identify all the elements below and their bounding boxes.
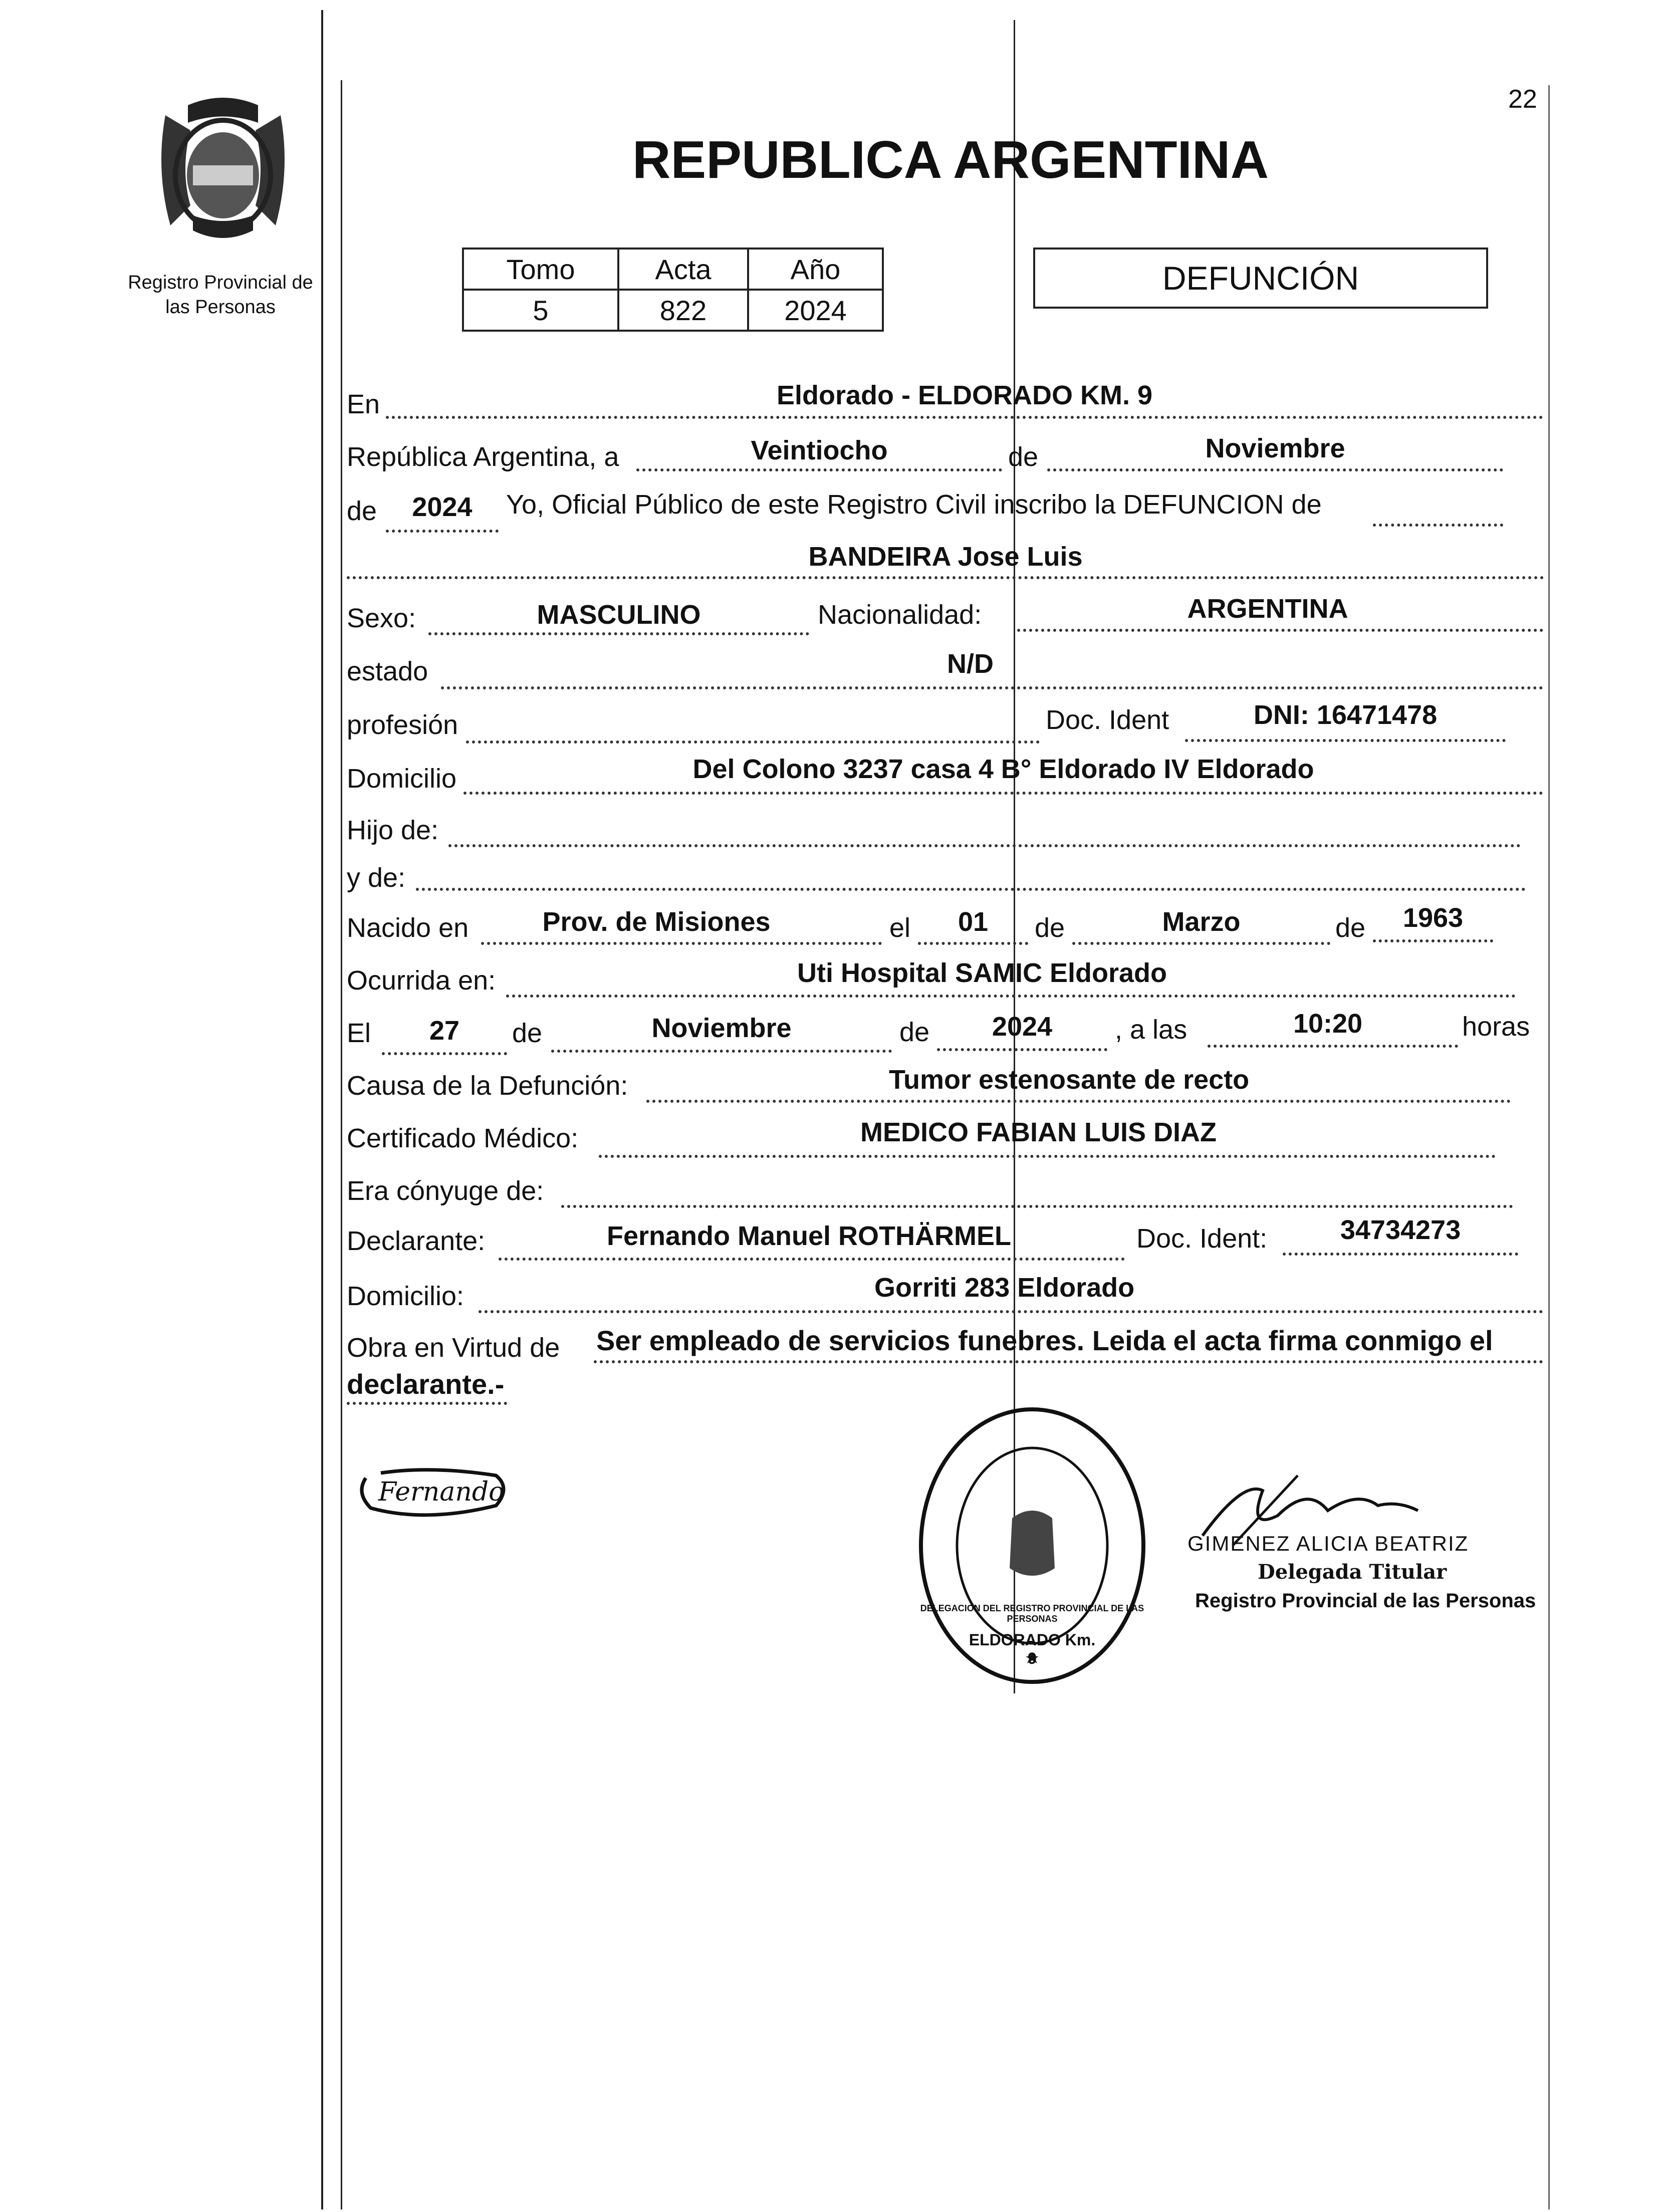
y-de-label: y de:: [347, 863, 406, 893]
en-line: [386, 416, 1543, 419]
document-title: REPUBLICA ARGENTINA: [632, 130, 1269, 189]
el-label: el: [889, 913, 911, 943]
death-de1: de: [512, 1018, 543, 1048]
ocurrida-value: Uti Hospital SAMIC Eldorado: [797, 958, 1167, 988]
stamp-bottom-text: ELDORADO Km. 9: [969, 1631, 1096, 1667]
ano-header: Año: [748, 249, 883, 290]
acta-value: 822: [618, 290, 748, 331]
birth-day: 01: [958, 907, 989, 937]
doc-ident-line: [1185, 739, 1506, 742]
certificado-label: Certificado Médico:: [347, 1123, 579, 1153]
domicilio-label: Domicilio: [347, 764, 457, 794]
profesion-label: profesión: [347, 710, 458, 740]
official-name: GIMENEZ ALICIA BEATRIZ: [1188, 1532, 1469, 1555]
birth-de2: de: [1335, 913, 1366, 943]
death-day: 27: [429, 1016, 460, 1046]
birth-year-line: [1373, 939, 1493, 942]
estado-value: N/D: [947, 649, 994, 679]
record-table: [462, 248, 884, 332]
el-death-label: El: [347, 1018, 371, 1048]
obra-value: Ser empleado de servicios funebres. Leida el acta firma conmigo el: [596, 1325, 1493, 1356]
birth-day-line: [918, 942, 1028, 945]
name-line: [347, 576, 1544, 579]
certificado-value: MEDICO FABIAN LUIS DIAZ: [860, 1117, 1217, 1147]
birth-year: 1963: [1402, 903, 1464, 933]
nacido-line: [481, 942, 882, 945]
year-line: [386, 530, 499, 533]
death-de2: de: [899, 1017, 930, 1047]
death-month-line: [551, 1050, 892, 1053]
coat-of-arms-icon: [145, 95, 301, 251]
official-role: Delegada Titular: [1258, 1560, 1447, 1584]
ocurrida-label: Ocurrida en:: [347, 965, 496, 996]
profesion-line: [466, 741, 1040, 744]
domicilio-line: [463, 792, 1543, 795]
conyuge-line: [561, 1205, 1513, 1208]
obra-value-2: declarante.-: [347, 1368, 505, 1400]
record-type-box: [1033, 248, 1488, 309]
doc-ident2-line: [1283, 1253, 1518, 1256]
death-month: Noviembre: [651, 1013, 792, 1043]
year-value: 2024: [412, 492, 472, 522]
declarante-line: [499, 1258, 1125, 1261]
en-value: Eldorado - ELDORADO KM. 9: [776, 380, 1152, 410]
en-label: En: [347, 389, 380, 419]
tomo-header: Tomo: [463, 249, 618, 290]
stamp-ring-text: DELEGACION DEL REGISTRO PROVINCIAL DE LAS PERSONAS: [920, 1603, 1144, 1624]
domicilio2-value: Gorriti 283 Eldorado: [874, 1273, 1135, 1303]
sexo-line: [428, 632, 809, 635]
causa-label: Causa de la Defunción:: [347, 1071, 628, 1101]
republica-label: República Argentina, a: [347, 442, 619, 472]
doc-ident2-value: 34734273: [1340, 1215, 1461, 1245]
month-value: Noviembre: [1205, 433, 1345, 463]
conyuge-label: Era cónyuge de:: [347, 1176, 544, 1206]
ano-value: 2024: [748, 290, 883, 331]
birth-de1: de: [1035, 913, 1065, 943]
declarante-label: Declarante:: [347, 1226, 486, 1256]
obra-line-2: [347, 1402, 507, 1405]
delegation-stamp: [914, 1403, 1150, 1688]
doc-ident-value: DNI: 16471478: [1253, 700, 1438, 730]
tomo-value: 5: [463, 290, 618, 331]
left-margin-line: [321, 10, 323, 2209]
hijo-label: Hijo de:: [347, 815, 439, 845]
acta-header: Acta: [618, 249, 748, 290]
day-line: [636, 468, 1002, 471]
declarante-signature-text: Fernando: [378, 1477, 505, 1507]
domicilio2-label: Domicilio:: [347, 1281, 464, 1311]
doc-ident2-label: Doc. Ident:: [1136, 1223, 1268, 1254]
estado-label: estado: [347, 656, 428, 686]
horas-label: horas: [1462, 1012, 1530, 1042]
a-las-label: , a las: [1115, 1015, 1188, 1045]
record-type: DEFUNCIÓN: [1162, 260, 1359, 297]
official-registry: Registro Provincial de las Personas: [1195, 1590, 1536, 1612]
registry-name-text: Registro Provincial de las Personas: [128, 272, 313, 318]
death-year: 2024: [992, 1012, 1053, 1042]
nacido-label: Nacido en: [347, 913, 469, 943]
year-prefix: de: [347, 496, 377, 526]
day-value: Veintiocho: [751, 435, 888, 465]
inscribo-text: Yo, Oficial Público de este Registro Civil inscribo la DEFUNCION de: [506, 489, 1322, 520]
death-time: 10:20: [1293, 1009, 1363, 1039]
death-time-line: [1208, 1045, 1458, 1048]
right-margin-line: [1548, 85, 1550, 2209]
month-line: [1047, 468, 1503, 471]
y-de-line: [416, 888, 1526, 891]
hijo-line: [448, 844, 1521, 847]
nacionalidad-label: Nacionalidad:: [818, 600, 982, 630]
estado-line: [441, 686, 1543, 689]
registry-name: [115, 271, 326, 320]
provincial-seal: [145, 95, 301, 251]
nacionalidad-line: [1017, 629, 1543, 632]
domicilio2-line: [479, 1310, 1543, 1313]
declarante-signature: [351, 1458, 516, 1528]
sexo-label: Sexo:: [347, 603, 416, 633]
causa-value: Tumor estenosante de recto: [889, 1065, 1250, 1095]
declarante-value: Fernando Manuel ROTHÄRMEL: [607, 1221, 1011, 1251]
left-margin-line-2: [341, 80, 342, 2209]
birth-month: Marzo: [1162, 907, 1241, 937]
nacionalidad-value: ARGENTINA: [1187, 594, 1348, 624]
ocurrida-line: [506, 995, 1516, 998]
birth-month-line: [1072, 942, 1330, 945]
sexo-value: MASCULINO: [537, 600, 701, 630]
death-day-line: [382, 1052, 507, 1055]
doc-ident-label: Doc. Ident: [1046, 705, 1169, 735]
obra-label: Obra en Virtud de: [347, 1333, 560, 1363]
de-label: de: [1008, 442, 1039, 472]
certificado-line: [599, 1155, 1496, 1158]
birth-place: Prov. de Misiones: [542, 907, 771, 937]
causa-line: [646, 1100, 1511, 1103]
inscribo-line: [1373, 524, 1503, 527]
obra-line: [594, 1360, 1543, 1363]
page-number: 22: [1508, 85, 1537, 114]
death-year-line: [937, 1048, 1107, 1051]
deceased-name: BANDEIRA Jose Luis: [808, 542, 1083, 572]
domicilio-value: Del Colono 3237 casa 4 B° Eldorado IV Eldorado: [692, 754, 1314, 784]
